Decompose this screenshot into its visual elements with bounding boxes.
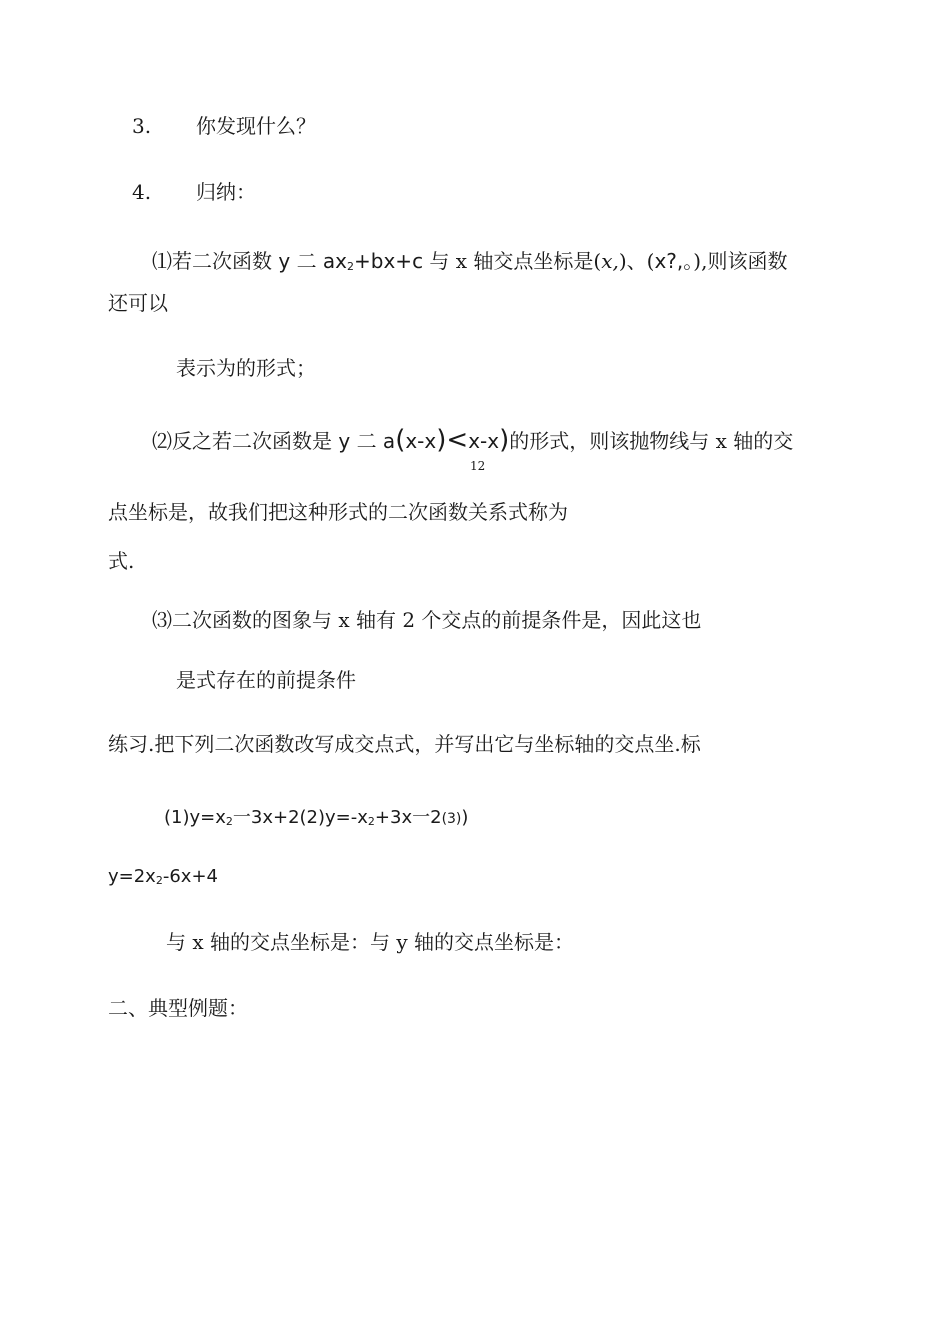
paragraph-1-line-1: [152, 249, 787, 279]
math-x2: x?,。: [654, 249, 694, 273]
math-expression: a(x-x)<x-x): [382, 425, 510, 455]
exercise-equations: (1)y=x2一3x+2(2)y=-x2+3x一2(3)): [164, 807, 469, 828]
text-run: ⑴若二次函数: [152, 249, 279, 273]
item-text: 你发现什么？: [196, 114, 316, 138]
paragraph-3-line-2: 是式存在的前提条件: [176, 668, 356, 692]
math-x1: x,: [601, 249, 619, 273]
item-4: [132, 180, 256, 204]
math-equals: 二: [356, 429, 377, 453]
text-run: 的形式，则该抛物线与 x 轴的交: [509, 429, 794, 453]
exercise-answer-prompt: 与 x 轴的交点坐标是：与 y 轴的交点坐标是：: [166, 930, 575, 954]
paragraph-3-line-1: ⑶二次函数的图象与 x 轴有 2 个交点的前提条件是，因此这也: [152, 608, 702, 632]
math-y: y: [338, 429, 351, 453]
exercise-equation-3: y=2x2-6x+4: [108, 866, 218, 887]
text-run: ),则该函数: [693, 249, 788, 273]
subscript-indices: 12: [470, 459, 486, 473]
text-run: 与 x 轴交点坐标是(: [423, 249, 602, 273]
math-equals: 二: [296, 249, 317, 273]
item-text: 归纳：: [196, 180, 256, 204]
paragraph-1-line-3: 表示为的形式；: [176, 356, 316, 380]
item-number: 3.: [132, 114, 152, 138]
text-run: )、(: [618, 249, 655, 273]
text-run: ⑵反之若二次函数是: [152, 429, 339, 453]
math-expression: ax2+bx+c: [322, 249, 424, 273]
paragraph-2-line-3: 式.: [108, 549, 135, 573]
math-y: y: [278, 249, 291, 273]
paragraph-2-line-2: 点坐标是，故我们把这种形式的二次函数关系式称为: [108, 500, 568, 524]
exercise-title: 练习.把下列二次函数改写成交点式，并写出它与坐标轴的交点坐.标: [108, 732, 701, 756]
paragraph-1-line-2: 还可以: [108, 291, 168, 315]
item-3: [132, 114, 316, 138]
section-2-title: 二、典型例题：: [108, 996, 248, 1020]
item-number: 4.: [132, 180, 152, 204]
paragraph-2-line-1: [152, 425, 794, 455]
